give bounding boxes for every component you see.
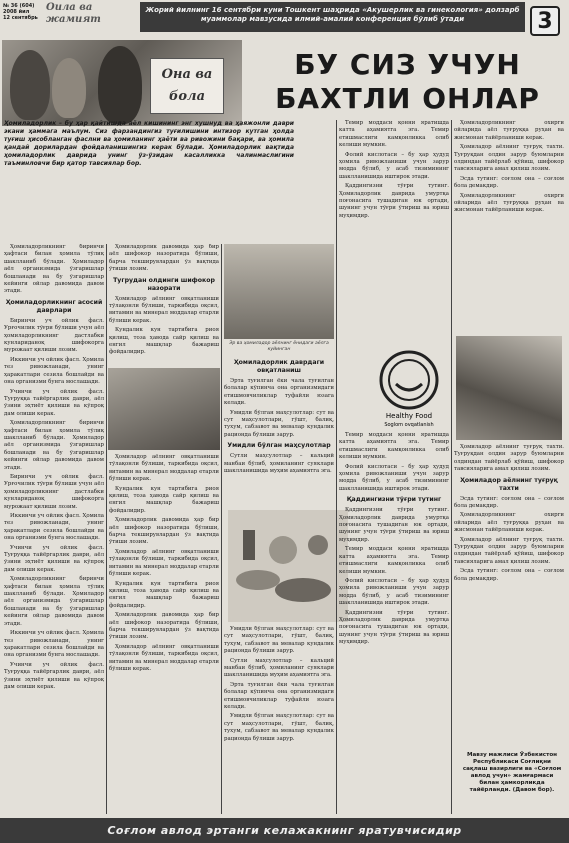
paragraph: Ҳомиладор аёлнинг овқатланиши тўлақонли бўлиши, таркибида оқсил, витамин ва минерал моддалар етарли бўлиши керак. [109, 643, 219, 672]
page-header [0, 0, 569, 40]
paragraph: Учинчи уч ойлик фасл. Туғруққа тайёргарлик даври, аёл ўзини эҳтиёт қилиши ва кўпроқ дам олиши керак. [4, 544, 104, 573]
paragraph: Умидли бўлган маҳсулотлар: сут ва сут маҳсулотлари, гўшт, балиқ, тухум, сабзавот ва мевалар кундалик рационда бўлиши зарур. [224, 409, 334, 438]
paragraph: Қаддингизни тўғри тутинг. Ҳомиладорлик даврида умуртқа поғонасига тушадиган юк ортади, шунинг учун тўғри ўтириш ва юриш муҳимдир. [339, 507, 449, 543]
healthy-food-logo [374, 348, 444, 428]
issue-year: 2008 йил [3, 9, 30, 15]
paragraph: Сутли маҳсулотлар – кальций манбаи бўлиб, ҳомиланинг суяклари шаклланишида муҳим аҳамиятга эга. [224, 453, 334, 475]
paragraph: Сутли маҳсулотлар – кальций манбаи бўлиб, ҳомиланинг суяклари шаклланишида муҳим аҳамиятга эга. [224, 657, 334, 679]
paragraph: Ҳомиладорликнинг охирги ойларида аёл туғруққа руҳан ва жисмонан тайёрланиши керак. [454, 120, 564, 141]
paragraph: Ҳомиладорликнинг биринчи ҳафтаси билан ҳомила тўлиқ шаклланиб бўлади. Ҳомиладор аёл организмида ўзгаришлар бошланади ва бу ўзгаришлар кейинги ойлар давомида давом этади. [4, 420, 104, 471]
paragraph: Ҳомиладор аёлнинг туғруқ тахти. Туғруқдан олдин зарур буюмларни олдиндан тайёрлаб қўйиш, шифокор тавсияларига амал қилиш лозим. [454, 144, 564, 173]
paragraph: Ҳомиладорлик давомида ҳар бир аёл шифокор назоратида бўлиши, барча текширувлардан ўз вақтида ўтиши лозим. [109, 612, 219, 641]
paragraph: Иккинчи уч ойлик фасл. Ҳомила тез ривожланади, унинг ҳаракатлари сезила бошлайди ва она организми бунга мослашади. [4, 356, 104, 386]
paragraph: Ҳомиладорлик давомида ҳар бир аёл шифокор назоратида бўлиши, барча текширувлардан ўз вақтида ўтиши лозим. [109, 244, 219, 273]
column-2-bottom [109, 454, 219, 814]
column-1 [4, 244, 104, 814]
paragraph: Қаддингизни тўғри тутинг. Ҳомиладорлик даврида умуртқа поғонасига тушадиган юк ортади, шунинг учун тўғри ўтириш ва юриш муҳимдир. [339, 609, 449, 646]
paragraph: Қаддингизни тўғри тутинг. Ҳомиладорлик даврида умуртқа поғонасига тушадиган юк ортади, шунинг учун тўғри ўтириш ва юриш муҳимдир. [339, 183, 449, 219]
paragraph: Ҳомиладорликнинг охирги ойларида аёл туғруққа руҳан ва жисмонан тайёрланиши керак. [454, 192, 564, 214]
photo-caption: Эр ва ҳомиладор аёлнинг ёнидаги аёлга куйинган [229, 341, 329, 352]
issue-date: 12 сентябрь [3, 15, 38, 21]
column-5-top [454, 120, 564, 332]
page-number: 3 [530, 6, 560, 36]
column-2-top [109, 244, 219, 364]
column-divider [106, 244, 107, 814]
column-divider [451, 120, 452, 814]
paragraph: Умидли бўлган маҳсулотлар: сут ва сут маҳсулотлари, гўшт, балиқ, тухум, сабзавот ва мевалар кундалик рационда бўлиши зарур. [224, 626, 334, 655]
paragraph: Ҳомиладор аёлнинг овқатланиши тўлақонли бўлиши, таркибида оқсил, витамин ва минерал моддалар етарли бўлиши керак. [109, 548, 219, 578]
section-label: Она ва бола [150, 58, 224, 114]
footer-slogan: Соғлом авлод эртанги келажакнинг яратувчисидир [0, 818, 569, 843]
paragraph: Учинчи уч ойлик фасл. Туғруққа тайёргарлик даври, аёл ўзини эҳтиёт қилиши ва кўпроқ дам олиши керак. [4, 388, 104, 417]
paragraph: Ҳомиладор аёлнинг туғруқ тахти. Туғруқдан олдин зарур буюмларни олдиндан тайёрлаб қўйиш, шифокор тавсияларига амал қилиш лозим. [454, 444, 564, 473]
issue-info [3, 3, 38, 21]
paragraph: Ҳомиладорликнинг охирги ойларида аёл туғруққа руҳан ва жисмонан тайёрланиши керак. [454, 512, 564, 534]
sub-heading: Ҳомиладорлик даврдаги овқатланиш [233, 359, 325, 374]
paragraph: Ҳомиладор аёлнинг овқатланиши тўлақонли бўлиши, таркибида оқсил, витамин ва минерал моддалар етарли бўлиши керак. [109, 295, 219, 324]
main-headline: БУ СИЗ УЧУН БАХТЛИ ОНЛАР [275, 48, 540, 115]
paragraph: Кундалик кун тартибига риоя қилиш, тоза ҳавода сайр қилиш ва енгил машқлар бажариш фойдалидир. [109, 580, 219, 609]
column-3-bottom [224, 626, 334, 814]
article-signoff: Мавзу мажлиси Ўзбекистон Республикаси Соғлиқни сақлаш вазирлиги ва «Соғлом авлод учун» жамғармаси билан ҳамкорликда тайёрланди. (Давом бор). [462, 752, 562, 793]
food-illustration [228, 510, 348, 622]
issue-number: № 36 (604) [3, 3, 35, 9]
column-5-bottom [454, 444, 564, 748]
paragraph: Фолий кислотаси – бу ҳар ҳудуд ҳомила ривожланиши учун зарур модда бўлиб, у асаб тизимининг шаклланишида иштирок этади. [339, 463, 449, 492]
paragraph: Кундалик кун тартибига риоя қилиш, тоза ҳавода сайр қилиш ва енгил машқлар бажариш фойдалидир. [109, 485, 219, 514]
paragraph: Биринчи уч ойлик фасл. Урғочилик тўғри бўлиши учун аёл ҳомиладорликнинг дастлабки кунлариданоқ шифокорга мурожаат қилиши лозим. [4, 473, 104, 510]
sub-heading: Умидли бўлган маҳсулотлар [227, 442, 331, 450]
paragraph: Биринчи уч ойлик фасл. Урғочилик тўғри бўлиши учун аёл ҳомиладорликнинг дастлабки кунлариданоқ шифокорга мурожаат қилиши лозим. [4, 317, 104, 354]
column-3-top [224, 356, 334, 506]
paragraph: Темир моддаси қонни яратишда катта аҳамиятга эга. Темир етишмаслиги камқонликка олиб келиши мумкин. [339, 120, 449, 149]
column-4-top [339, 120, 449, 340]
food-drawing [228, 510, 348, 622]
paragraph: Темир моддаси қонни яратишда катта аҳамиятга эга. Темир етишмаслиги камқонликка олиб келиши мумкин. [339, 432, 449, 461]
paragraph: Эрта туғилган ёки чала туғилган болалар кўпинча она организмидаги етишмовчиликлар туфайли юзага келади. [224, 681, 334, 711]
paragraph: Эсда тутинг: соғлом она – соғлом бола демакдир. [454, 568, 564, 582]
paragraph: Иккинчи уч ойлик фасл. Ҳомила тез ривожланади, унинг ҳаракатлари сезила бошлайди ва она организми бунга мослашади. [4, 513, 104, 542]
paragraph: Ҳомиладорлик давомида ҳар бир аёл шифокор назоратида бўлиши, барча текширувлардан ўз вақтида ўтиши лозим. [109, 517, 219, 546]
sub-heading: Тугрудан олдинги шифокор назорати [113, 276, 215, 292]
paragraph: Учинчи уч ойлик фасл. Туғруққа тайёргарлик даври, аёл ўзини эҳтиёт қилиши ва кўпроқ дам олиши керак. [4, 661, 104, 690]
paragraph: Ҳомиладор аёлнинг туғруқ тахти. Туғруқдан олдин зарур буюмларни олдиндан тайёрлаб қўйиш, шифокор тавсияларига амал қилиш лозим. [454, 536, 564, 565]
paragraph: Ҳомиладорликнинг биринчи ҳафтаси билан ҳомила тўлиқ шаклланиб бўлади. Ҳомиладор аёл организмида ўзгаришлар бошланади ва бу ўзгаришлар кейинги ойлар давомида давом этади. [4, 244, 104, 295]
sub-heading: Ҳомиладорликнинг асосий даврлари [5, 298, 103, 314]
paragraph: Темир моддаси қонни яратишда катта аҳамиятга эга. Темир етишмаслиги камқонликка олиб келиши мумкин. [339, 546, 449, 575]
doctor-photo [108, 368, 220, 450]
paragraph: Иккинчи уч ойлик фасл. Ҳомила тез ривожланади, унинг ҳаракатлари сезила бошлайди ва она организми бунга мослашади. [4, 630, 104, 659]
paragraph: Фолий кислотаси – бу ҳар ҳудуд ҳомила ривожланиши учун зарур модда бўлиб, у асаб тизимининг шаклланишида иштирок этади. [339, 151, 449, 180]
logo-text: Healthy Food [385, 412, 433, 420]
column-4-bottom [339, 432, 449, 814]
logo-subtext: Soglom ovqatlanish [384, 422, 434, 428]
paragraph: Эрта туғилган ёки чала туғилган болалар кўпинча она организмидаги етишмовчиликлар туфайли юзага келади. [224, 378, 334, 407]
paragraph: Фолий кислотаси – бу ҳар ҳудуд ҳомила ривожланиши учун зарур модда бўлиб, у асаб тизимининг шаклланишида иштирок этади. [339, 577, 449, 607]
paragraph: Эсда тутинг: соғлом она – соғлом бола демакдир. [454, 175, 564, 190]
paragraph: Ҳомиладор аёлнинг овқатланиши тўлақонли бўлиши, таркибида оқсил, витамин ва минерал моддалар етарли бўлиши керак. [109, 454, 219, 483]
pregnant-woman-photo [456, 336, 562, 440]
column-divider [221, 244, 222, 814]
paragraph: Кундалик кун тартибига риоя қилиш, тоза ҳавода сайр қилиш ва енгил машқлар бажариш фойдалидир. [109, 327, 219, 356]
couple-photo [224, 244, 334, 339]
paragraph: Умидли бўлган маҳсулотлар: сут ва сут маҳсулотлари, гўшт, балиқ, тухум, сабзавот ва мевалар кундалик рационда бўлиши зарур. [224, 713, 334, 742]
intro-paragraph: Ҳомиладорлик – бу ҳар қайтишда аёл кишининг энг хушнуд ва ҳаяжонли даври экани ҳаммага маълум. Сиз фарзандингиз туғилишини интизор кутган ҳолда туғиш ҳисобланган фаслни ва ҳомиланинг ҳаёти ва ривожини бақари, ва ҳомила қандай дорилардан фойдаланишингиз керак бўлади. Ҳомиладорлик вақтида ҳомиладорлик даврида унинг ўз-ўзидан касалликка чалинмаслигини таъминловчи бир қатор тавсиялар бор. [4, 120, 294, 167]
masthead-logo: Оила ва жамият [46, 2, 101, 25]
header-banner: Жорий йилнинг 16 сентябри куни Тошкент шаҳрида «Акушерлик ва гинекология» долзарб муаммолар мавзусида илмий-амалий конференция бўлиб ўтади [140, 2, 525, 32]
sub-heading: Қаддингизни тўғри тутинг [346, 496, 442, 504]
column-divider [336, 120, 337, 814]
sub-heading: Ҳомиладор аёлнинг туғруқ тахти [460, 476, 558, 492]
paragraph: Эсда тутинг: соғлом она – соғлом бола демакдир. [454, 495, 564, 510]
paragraph: Ҳомиладорликнинг биринчи ҳафтаси билан ҳомила тўлиқ шаклланиб бўлади. Ҳомиладор аёл организмида ўзгаришлар бошланади ва бу ўзгаришлар кейинги ойлар давомида давом этади. [4, 576, 104, 627]
